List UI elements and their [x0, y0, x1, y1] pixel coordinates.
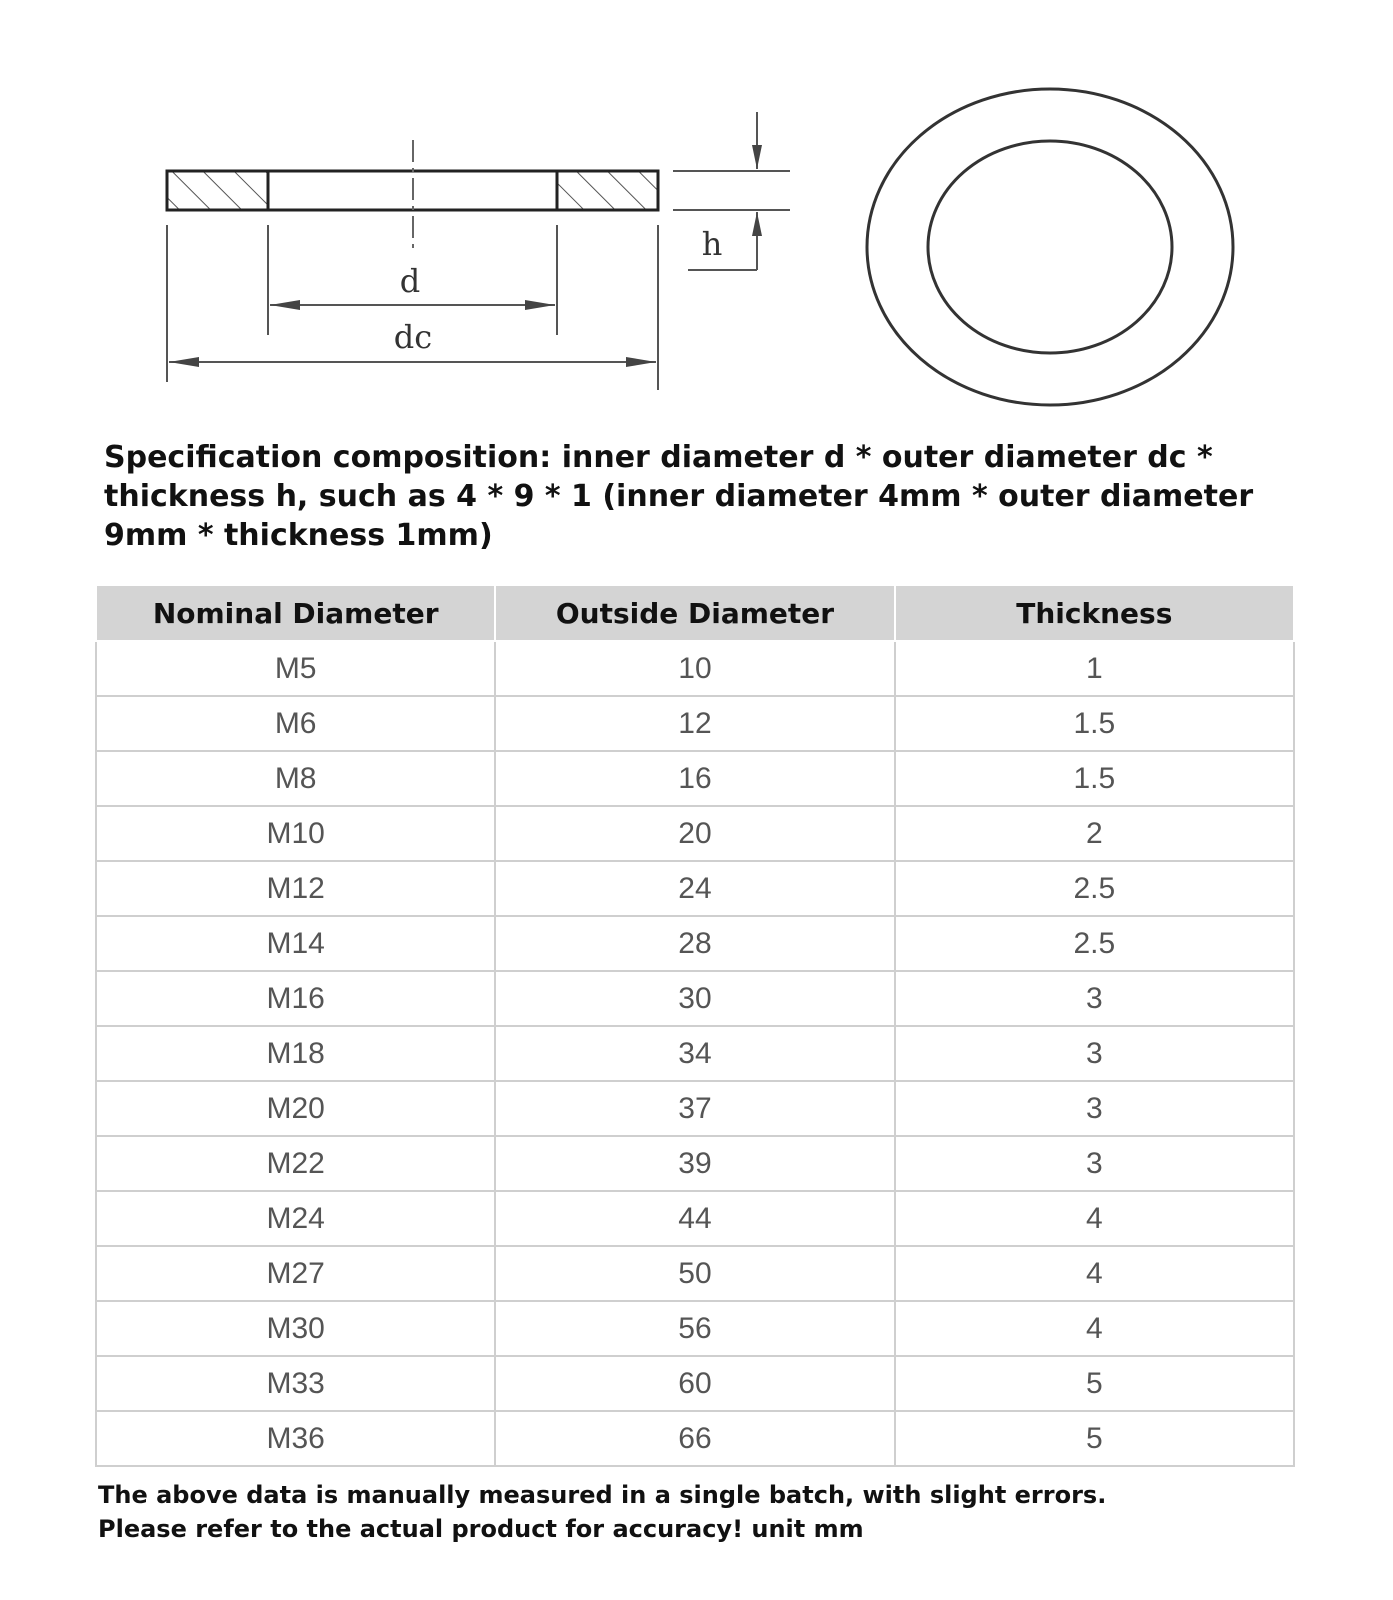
cell-nominal-diameter: M22 [96, 1136, 495, 1191]
cell-thickness: 3 [895, 971, 1294, 1026]
cell-nominal-diameter: M16 [96, 971, 495, 1026]
cell-thickness: 2.5 [895, 916, 1294, 971]
cell-outside-diameter: 10 [495, 641, 894, 696]
cell-nominal-diameter: M5 [96, 641, 495, 696]
label-dc: dc [393, 318, 433, 356]
cell-outside-diameter: 12 [495, 696, 894, 751]
cell-outside-diameter: 66 [495, 1411, 894, 1466]
table-body [96, 641, 1294, 1466]
cell-outside-diameter: 56 [495, 1301, 894, 1356]
header-thickness: Thickness [895, 585, 1294, 641]
cell-outside-diameter: 50 [495, 1246, 894, 1301]
cell-outside-diameter: 16 [495, 751, 894, 806]
cell-nominal-diameter: M6 [96, 696, 495, 751]
size-table [95, 584, 1295, 1467]
table-row [96, 1246, 1294, 1301]
washer-top-view [867, 89, 1233, 405]
cell-nominal-diameter: M33 [96, 1356, 495, 1411]
cell-nominal-diameter: M30 [96, 1301, 495, 1356]
cell-outside-diameter: 39 [495, 1136, 894, 1191]
cell-thickness: 1.5 [895, 751, 1294, 806]
cell-nominal-diameter: M12 [96, 861, 495, 916]
thickness-dimension [673, 112, 790, 270]
table-row [96, 696, 1294, 751]
cell-thickness: 3 [895, 1081, 1294, 1136]
label-h: h [701, 225, 723, 263]
cell-nominal-diameter: M14 [96, 916, 495, 971]
cell-nominal-diameter: M27 [96, 1246, 495, 1301]
outer-diameter-dimension [167, 225, 658, 390]
cell-outside-diameter: 44 [495, 1191, 894, 1246]
table-row [96, 751, 1294, 806]
cell-outside-diameter: 37 [495, 1081, 894, 1136]
cell-outside-diameter: 20 [495, 806, 894, 861]
table-row [96, 1081, 1294, 1136]
table-row [96, 806, 1294, 861]
cell-nominal-diameter: M8 [96, 751, 495, 806]
label-d: d [399, 262, 421, 300]
table-row [96, 1026, 1294, 1081]
table-row [96, 1301, 1294, 1356]
measurement-note [98, 1478, 1348, 1546]
cell-outside-diameter: 28 [495, 916, 894, 971]
cell-nominal-diameter: M36 [96, 1411, 495, 1466]
cell-outside-diameter: 60 [495, 1356, 894, 1411]
cell-outside-diameter: 24 [495, 861, 894, 916]
cell-thickness: 5 [895, 1411, 1294, 1466]
cell-thickness: 2 [895, 806, 1294, 861]
cell-thickness: 2.5 [895, 861, 1294, 916]
cell-thickness: 4 [895, 1191, 1294, 1246]
note-line-1: The above data is manually measured in a single batch, with slight errors. [98, 1481, 1107, 1509]
cell-nominal-diameter: M18 [96, 1026, 495, 1081]
table-row [96, 1356, 1294, 1411]
cell-nominal-diameter: M24 [96, 1191, 495, 1246]
note-line-2: Please refer to the actual product for accuracy! unit mm [98, 1515, 864, 1543]
cell-thickness: 5 [895, 1356, 1294, 1411]
cell-thickness: 1.5 [895, 696, 1294, 751]
washer-side-view [167, 140, 658, 252]
cell-thickness: 4 [895, 1246, 1294, 1301]
washer-technical-drawing [0, 0, 1393, 430]
table-row [96, 861, 1294, 916]
cell-nominal-diameter: M10 [96, 806, 495, 861]
table-row [96, 1136, 1294, 1191]
header-outside-diameter: Outside Diameter [495, 585, 894, 641]
cell-outside-diameter: 34 [495, 1026, 894, 1081]
table-header-row [96, 585, 1294, 641]
cell-thickness: 3 [895, 1136, 1294, 1191]
cell-thickness: 1 [895, 641, 1294, 696]
cell-nominal-diameter: M20 [96, 1081, 495, 1136]
header-nominal-diameter: Nominal Diameter [96, 585, 495, 641]
table-row [96, 1191, 1294, 1246]
cell-thickness: 3 [895, 1026, 1294, 1081]
specification-description: Specification composition: inner diameter d * outer diameter dc * thickness h, such as 4 * 9 * 1 (inner diameter 4mm * outer diameter 9mm * thickness 1mm) [104, 440, 1254, 553]
cell-outside-diameter: 30 [495, 971, 894, 1026]
table-row [96, 916, 1294, 971]
cell-thickness: 4 [895, 1301, 1294, 1356]
table-row [96, 971, 1294, 1026]
table-row [96, 1411, 1294, 1466]
table-row [96, 641, 1294, 696]
